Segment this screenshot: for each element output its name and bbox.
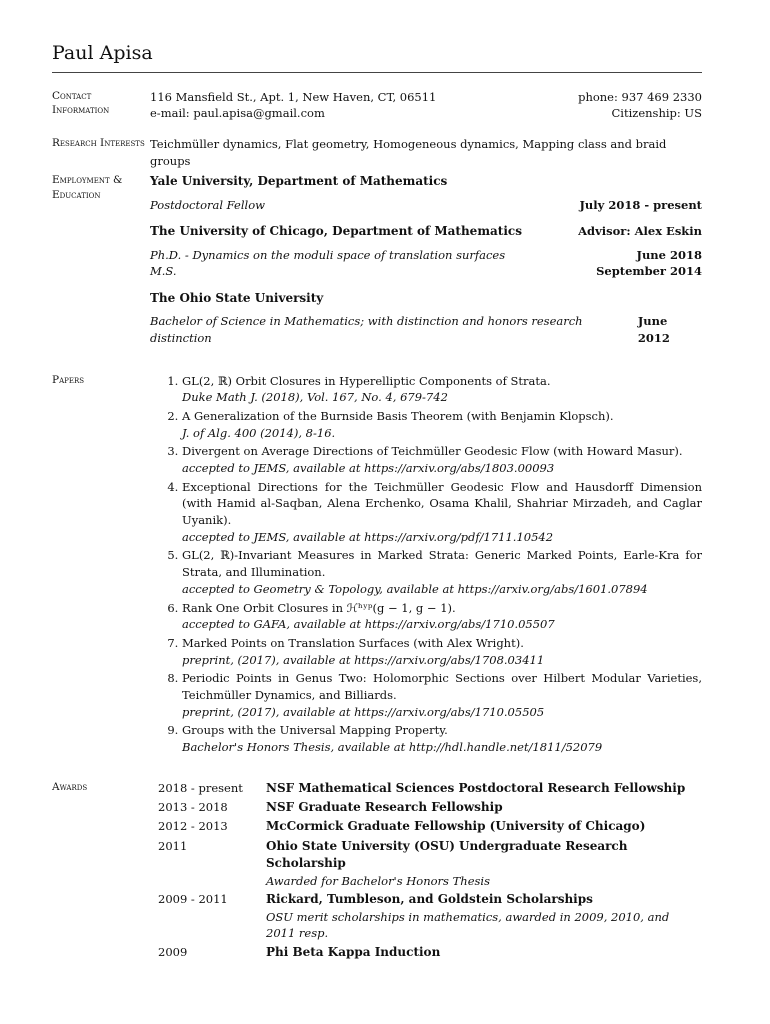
bs-degree: Bachelor of Science in Mathematics; with distinction and honors research distinction (150, 314, 583, 346)
ms-date: September 2014 (596, 264, 702, 279)
award-note: OSU merit scholarships in mathematics, awarded in 2009, 2010, and 2011 resp. (266, 909, 670, 941)
award-date: 2012 - 2013 (158, 819, 228, 834)
awards-section (52, 780, 702, 962)
address: 116 Mansfield St., Apt. 1, New Haven, CT, 06511 (150, 89, 437, 104)
award-title: Rickard, Tumbleson, and Goldstein Scholarships (266, 892, 593, 907)
paper-item (182, 547, 702, 597)
uchicago-org: The University of Chicago, Department of Mathematics (150, 224, 522, 239)
paper-title: 2. A Generalization of the Burnside Basis Theorem (with Benjamin Klopsch). (182, 409, 614, 424)
paper-venue: Bachelor's Honors Thesis, available at http://hdl.handle.net/1811/52079 (182, 739, 603, 754)
paper-title: 4. Exceptional Directions for the Teichmüller Geodesic Flow and Hausdorff Dimension (with Hamid al-Saqban, Alena Erchenko, Osama Khalil, Shahriar Mirzadeh, and Caglar Uyanik). (182, 479, 702, 528)
papers-section (52, 373, 702, 758)
employment-label: Employment & Education (52, 174, 123, 201)
paper-title: 7. Marked Points on Translation Surfaces (with Alex Wright). (182, 635, 524, 650)
award-date: 2009 (158, 944, 188, 959)
cv-page (52, 40, 702, 975)
paper-item (182, 408, 702, 441)
contact-section (52, 89, 702, 122)
paper-item (182, 479, 702, 546)
paper-item (182, 722, 702, 755)
paper-venue: accepted to Geometry & Topology, available at https://arxiv.org/abs/1601.07894 (182, 581, 648, 596)
yale-role: Postdoctoral Fellow (150, 197, 265, 212)
yale-org: Yale University, Department of Mathematics (150, 174, 448, 189)
papers-label: Papers (52, 373, 85, 386)
paper-venue: preprint, (2017), available at https://arxiv.org/abs/1710.05505 (182, 704, 545, 719)
paper-title: 8. Periodic Points in Genus Two: Holomorphic Sections over Hilbert Modular Varieties, Teichmüller Dynamics, and Billiards. (182, 671, 702, 702)
paper-venue: J. of Alg. 400 (2014), 8-16. (182, 425, 336, 440)
paper-item (182, 443, 702, 476)
paper-title: 6. Rank One Orbit Closures in ℋʰʸᵖ(g − 1, g − 1). (182, 600, 456, 615)
research-section (52, 136, 702, 169)
paper-title: 3. Divergent on Average Directions of Teichmüller Geodesic Flow (with Howard Masur). (182, 444, 683, 459)
awards-label: Awards (52, 780, 88, 793)
yale-date: July 2018 - present (579, 197, 702, 212)
paper-title: 1. GL(2, ℝ) Orbit Closures in Hyperelliptic Components of Strata. (182, 373, 551, 388)
paper-venue: accepted to JEMS, available at https://arxiv.org/pdf/1711.10542 (182, 529, 554, 544)
award-date: 2009 - 2011 (158, 892, 228, 907)
papers-list (150, 373, 702, 756)
paper-venue: preprint, (2017), available at https://arxiv.org/abs/1708.03411 (182, 652, 545, 667)
paper-venue: accepted to GAFA, available at https://arxiv.org/abs/1710.05507 (182, 617, 555, 632)
phone: phone: 937 469 2330 (578, 89, 702, 104)
email: e-mail: paul.apisa@gmail.com (150, 106, 325, 121)
paper-item (182, 600, 702, 633)
paper-item (182, 373, 702, 406)
uchicago-advisor: Advisor: Alex Eskin (578, 224, 702, 239)
award-title: McCormick Graduate Fellowship (University of Chicago) (266, 819, 646, 834)
citizenship: Citizenship: US (611, 106, 702, 121)
phd-degree: Ph.D. - Dynamics on the moduli space of translation surfaces (150, 247, 506, 262)
employment-section (52, 173, 702, 347)
award-date: 2011 (158, 838, 188, 853)
research-label: Research Interests (52, 136, 145, 149)
award-title: NSF Graduate Research Fellowship (266, 799, 503, 814)
contact-label: Contact Information (52, 89, 110, 117)
bs-date: June 2012 (637, 314, 670, 346)
ms-degree: M.S. (150, 264, 177, 279)
awards-list (150, 780, 702, 962)
paper-title: 5. GL(2, ℝ)-Invariant Measures in Marked Strata: Generic Marked Points, Earle-Kra for Strata, and Illumination. (182, 548, 702, 580)
award-date: 2018 - present (158, 780, 243, 795)
paper-venue: accepted to JEMS, available at https://arxiv.org/abs/1803.00093 (182, 461, 555, 476)
osu-org: The Ohio State University (150, 291, 324, 306)
paper-item (182, 635, 702, 668)
name-heading: Paul Apisa (52, 42, 153, 64)
paper-item (182, 670, 702, 720)
award-title: Ohio State University (OSU) Undergraduate Research Scholarship (266, 838, 628, 871)
paper-title: 9. Groups with the Universal Mapping Property. (182, 723, 448, 738)
award-title: Phi Beta Kappa Induction (266, 944, 441, 959)
award-note: Awarded for Bachelor's Honors Thesis (266, 873, 490, 888)
award-title: NSF Mathematical Sciences Postdoctoral Research Fellowship (266, 780, 686, 795)
research-text: Teichmüller dynamics, Flat geometry, Homogeneous dynamics, Mapping class and braid groups (150, 136, 667, 168)
paper-venue: Duke Math J. (2018), Vol. 167, No. 4, 679-742 (182, 390, 448, 405)
phd-date: June 2018 (636, 247, 702, 262)
award-date: 2013 - 2018 (158, 799, 228, 814)
header-rule (52, 72, 702, 73)
